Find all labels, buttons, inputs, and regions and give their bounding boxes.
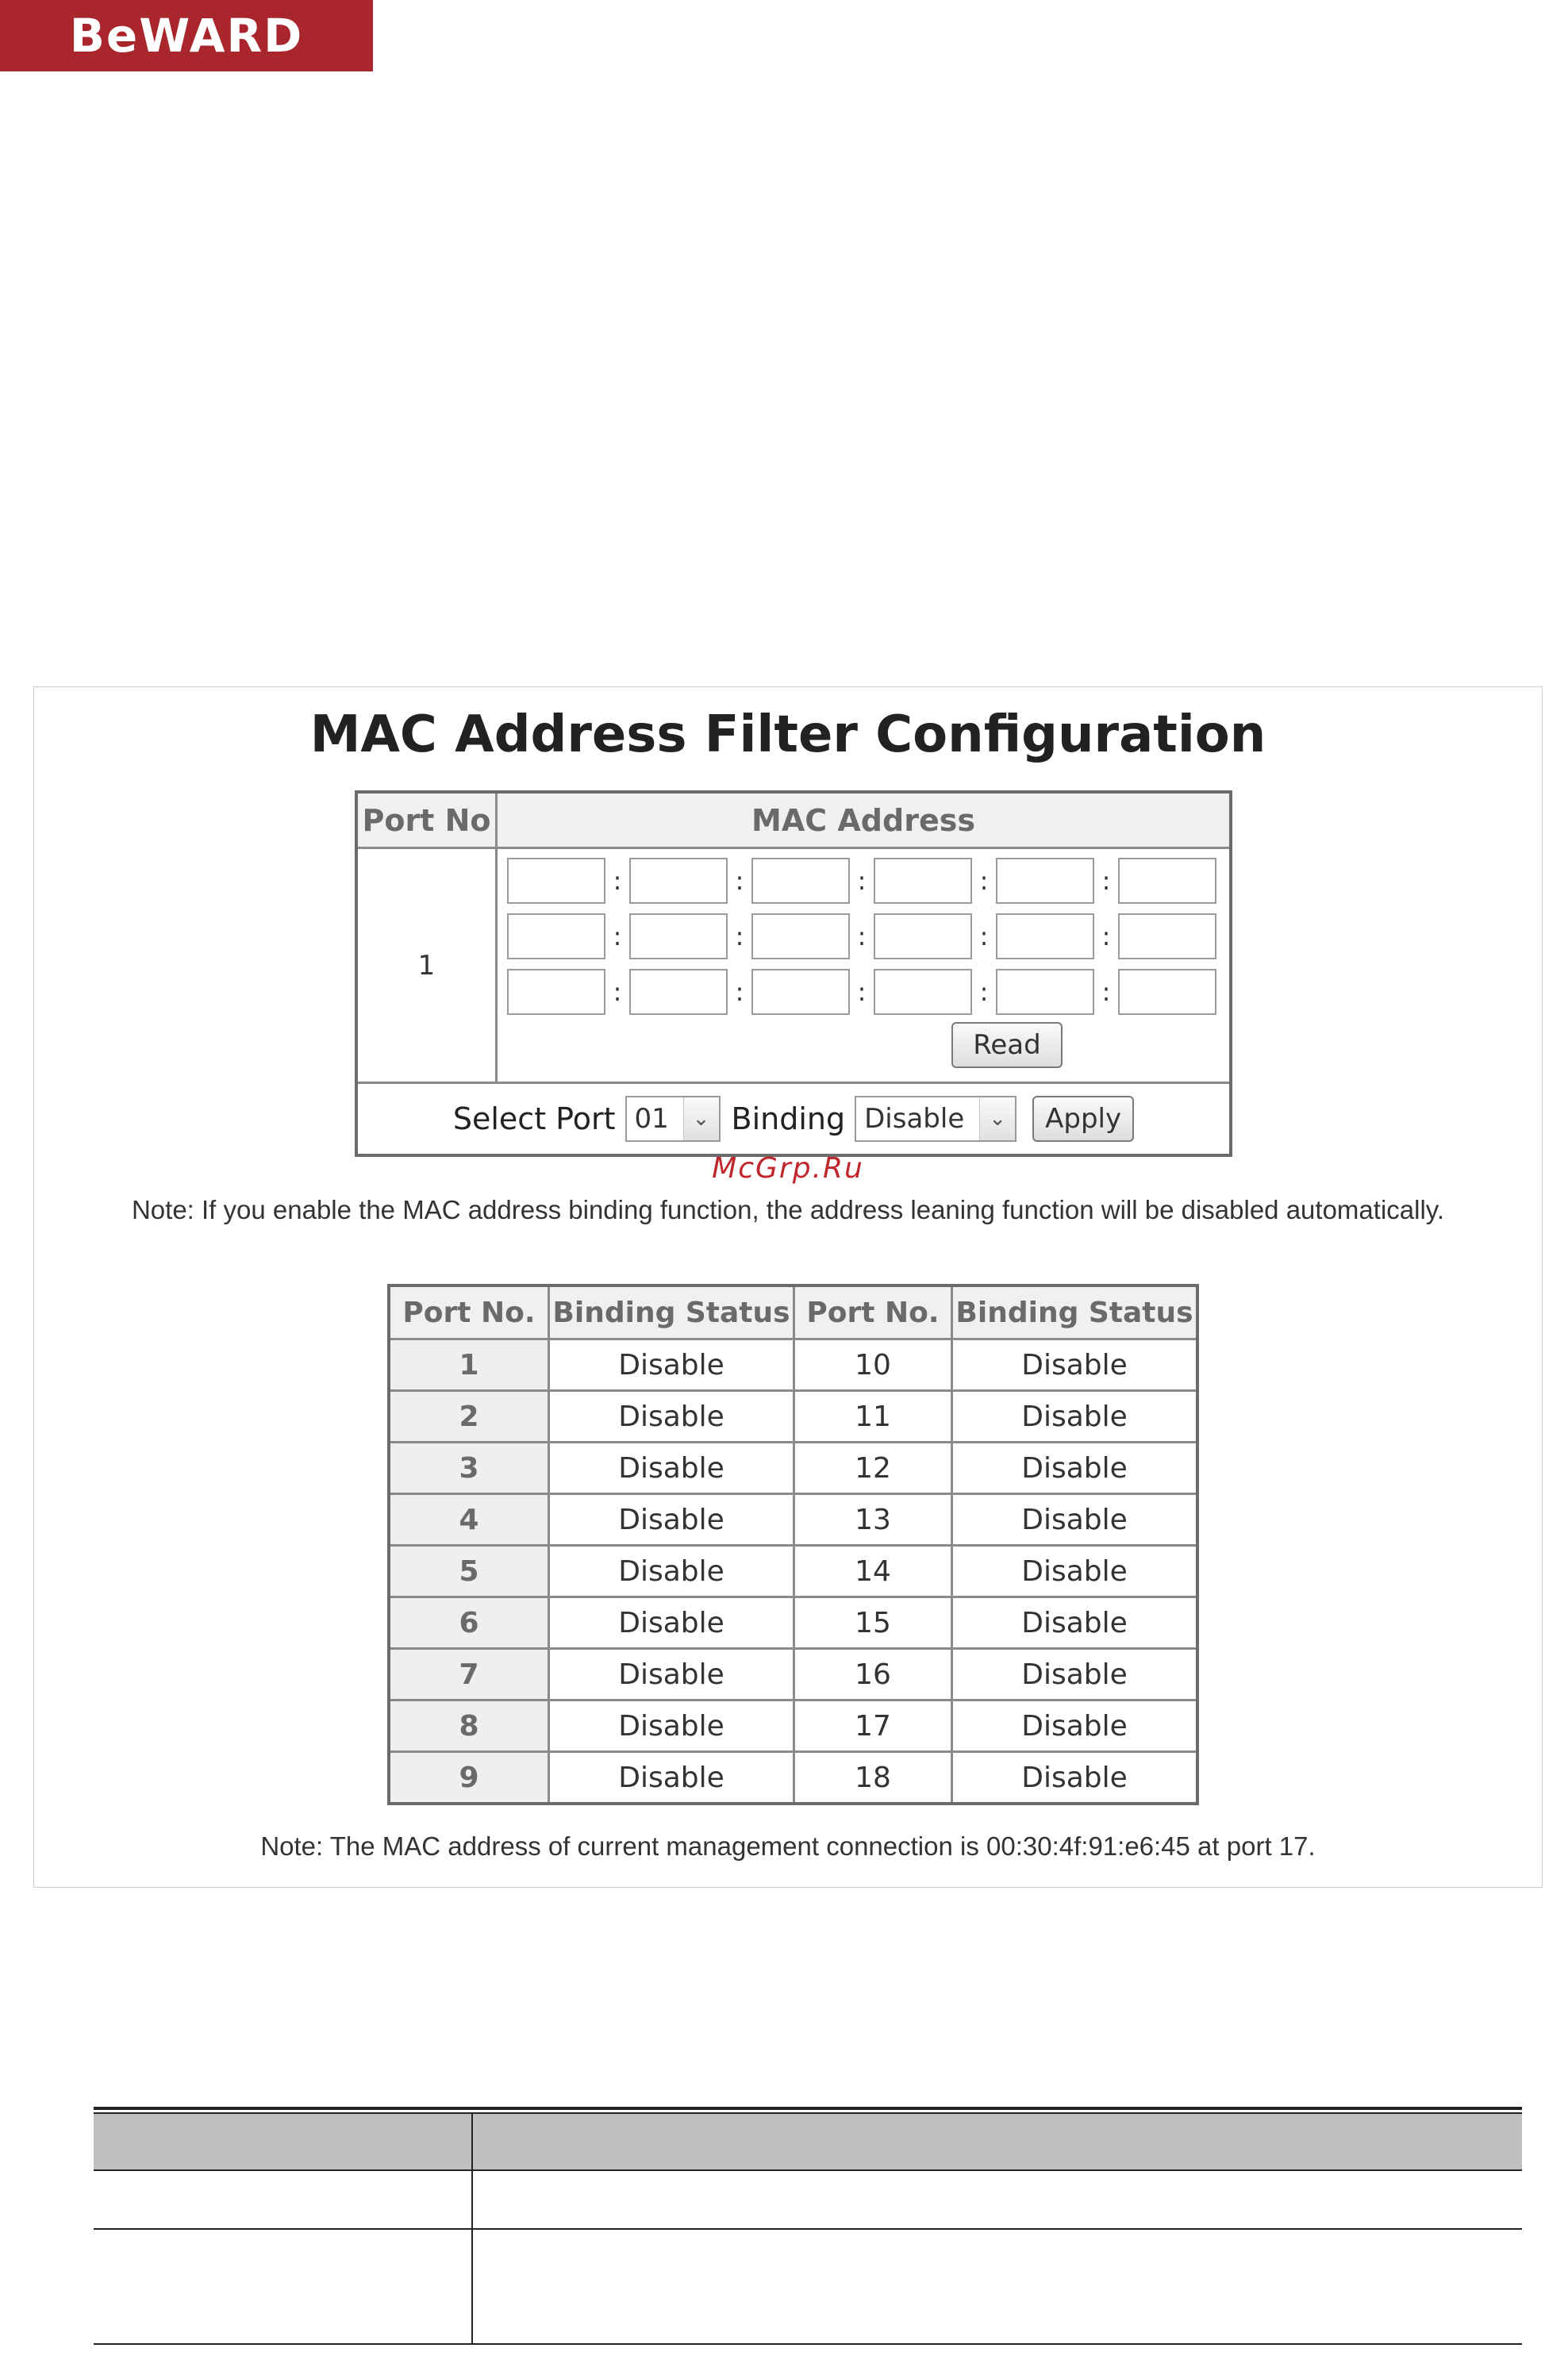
mac-octet-input[interactable] <box>751 858 850 904</box>
port-number-cell: 2 <box>389 1391 549 1443</box>
mac-octet-input[interactable] <box>751 913 850 959</box>
binding-status-cell: Disable <box>952 1339 1198 1391</box>
config-footer <box>358 1084 1229 1154</box>
mac-octet-input[interactable] <box>507 858 605 904</box>
table-row <box>389 1700 1197 1752</box>
mac-octet-input[interactable] <box>1118 858 1216 904</box>
port-number-cell: 11 <box>794 1391 952 1443</box>
port-number-cell: 18 <box>794 1752 952 1804</box>
port-no-header: Port No <box>358 794 498 847</box>
connection-note: Note: The MAC address of current management connection is 00:30:4f:91:e6:45 at port 17. <box>260 1831 1316 1861</box>
mac-address-row <box>507 857 1216 905</box>
config-body <box>358 849 1229 1084</box>
table-row <box>389 1494 1197 1546</box>
mac-octet-input[interactable] <box>629 858 728 904</box>
beward-logo: BeWARD <box>0 0 373 71</box>
port-number-cell: 12 <box>794 1443 952 1494</box>
binding-status-cell: Disable <box>952 1494 1198 1546</box>
binding-note: Note: If you enable the MAC address binding function, the address leaning function will be disabled automatically. <box>131 1195 1445 1224</box>
mac-separator: : <box>1101 977 1111 1007</box>
binding-status-cell: Disable <box>549 1649 794 1700</box>
select-port-label: Select Port <box>452 1101 616 1136</box>
binding-status-cell: Disable <box>549 1494 794 1546</box>
mac-filter-panel <box>33 686 1543 1888</box>
mac-octet-input[interactable] <box>1118 913 1216 959</box>
binding-label: Binding <box>731 1101 846 1136</box>
col-binding-status: Binding Status <box>952 1285 1198 1339</box>
port-number-cell: 6 <box>389 1597 549 1649</box>
table-header-row <box>94 2114 1522 2169</box>
table-row <box>389 1752 1197 1804</box>
mac-separator: : <box>735 921 744 951</box>
mac-octet-input[interactable] <box>629 913 728 959</box>
binding-status-cell: Disable <box>549 1597 794 1649</box>
table-rule <box>94 2228 1522 2230</box>
binding-status-cell: Disable <box>952 1391 1198 1443</box>
select-port-dropdown[interactable] <box>625 1096 721 1142</box>
port-number-cell: 3 <box>389 1443 549 1494</box>
table-column-divider <box>471 2114 473 2345</box>
col-port-no: Port No. <box>389 1285 549 1339</box>
binding-status-cell: Disable <box>549 1339 794 1391</box>
mac-address-row <box>507 913 1216 960</box>
mac-separator: : <box>857 921 867 951</box>
mac-separator: : <box>857 866 867 896</box>
binding-status-cell: Disable <box>549 1752 794 1804</box>
table-row <box>389 1391 1197 1443</box>
port-number-cell: 15 <box>794 1597 952 1649</box>
mac-octet-input[interactable] <box>629 969 728 1015</box>
binding-status-cell: Disable <box>952 1700 1198 1752</box>
port-number-cell: 16 <box>794 1649 952 1700</box>
page-title: MAC Address Filter Configuration <box>309 705 1266 764</box>
port-number-cell: 5 <box>389 1546 549 1597</box>
mac-separator: : <box>979 866 989 896</box>
mac-octet-input[interactable] <box>874 858 972 904</box>
binding-status-cell: Disable <box>952 1546 1198 1597</box>
mac-separator: : <box>735 866 744 896</box>
port-number-cell: 9 <box>389 1752 549 1804</box>
binding-status-cell: Disable <box>549 1391 794 1443</box>
table-rule <box>94 2107 1522 2110</box>
mac-octet-input[interactable] <box>751 969 850 1015</box>
mac-separator: : <box>613 921 622 951</box>
chevron-down-icon: ⌄ <box>683 1097 719 1140</box>
mac-address-header: MAC Address <box>751 802 975 838</box>
mac-separator: : <box>979 977 989 1007</box>
document-table <box>94 2107 1522 2345</box>
port-number-cell: 7 <box>389 1649 549 1700</box>
mac-separator: : <box>613 866 622 896</box>
mac-octet-input[interactable] <box>507 969 605 1015</box>
port-number-cell: 13 <box>794 1494 952 1546</box>
mac-address-row <box>507 968 1216 1016</box>
table-row <box>389 1339 1197 1391</box>
mac-separator: : <box>613 977 622 1007</box>
mac-octet-input[interactable] <box>1118 969 1216 1015</box>
port-number-cell: 8 <box>389 1700 549 1752</box>
port-number-cell: 10 <box>794 1339 952 1391</box>
port-number-cell: 1 <box>389 1339 549 1391</box>
table-row <box>389 1649 1197 1700</box>
binding-value: Disable <box>864 1103 965 1135</box>
read-button[interactable]: Read <box>951 1022 1063 1068</box>
port-number-cell: 1 <box>358 849 498 1082</box>
port-number-cell: 14 <box>794 1546 952 1597</box>
mac-separator: : <box>857 977 867 1007</box>
mac-octet-input[interactable] <box>507 913 605 959</box>
table-row <box>389 1546 1197 1597</box>
table-rule <box>94 2169 1522 2171</box>
apply-button[interactable]: Apply <box>1032 1096 1134 1142</box>
status-header-row <box>389 1285 1197 1339</box>
table-row <box>389 1443 1197 1494</box>
mac-address-inputs <box>498 849 1229 1082</box>
col-port-no: Port No. <box>794 1285 952 1339</box>
binding-status-cell: Disable <box>549 1443 794 1494</box>
mac-config-table <box>355 790 1232 1157</box>
mac-separator: : <box>979 921 989 951</box>
mac-octet-input[interactable] <box>874 969 972 1015</box>
select-port-value: 01 <box>634 1103 669 1135</box>
binding-status-cell: Disable <box>549 1700 794 1752</box>
mac-octet-input[interactable] <box>996 858 1094 904</box>
binding-status-cell: Disable <box>952 1443 1198 1494</box>
binding-dropdown[interactable] <box>855 1096 1017 1142</box>
config-header <box>358 794 1229 849</box>
mac-octet-input[interactable] <box>874 913 972 959</box>
watermark-text: McGrp.Ru <box>712 1152 864 1185</box>
binding-status-cell: Disable <box>952 1597 1198 1649</box>
table-rule <box>94 2343 1522 2345</box>
mac-separator: : <box>1101 866 1111 896</box>
binding-status-cell: Disable <box>952 1752 1198 1804</box>
binding-status-cell: Disable <box>549 1546 794 1597</box>
port-number-cell: 4 <box>389 1494 549 1546</box>
col-binding-status: Binding Status <box>549 1285 794 1339</box>
table-row <box>389 1597 1197 1649</box>
mac-octet-input[interactable] <box>996 969 1094 1015</box>
mac-separator: : <box>735 977 744 1007</box>
chevron-down-icon: ⌄ <box>979 1097 1015 1140</box>
mac-separator: : <box>1101 921 1111 951</box>
mac-octet-input[interactable] <box>996 913 1094 959</box>
binding-status-cell: Disable <box>952 1649 1198 1700</box>
port-number-cell: 17 <box>794 1700 952 1752</box>
binding-status-table <box>387 1284 1199 1805</box>
